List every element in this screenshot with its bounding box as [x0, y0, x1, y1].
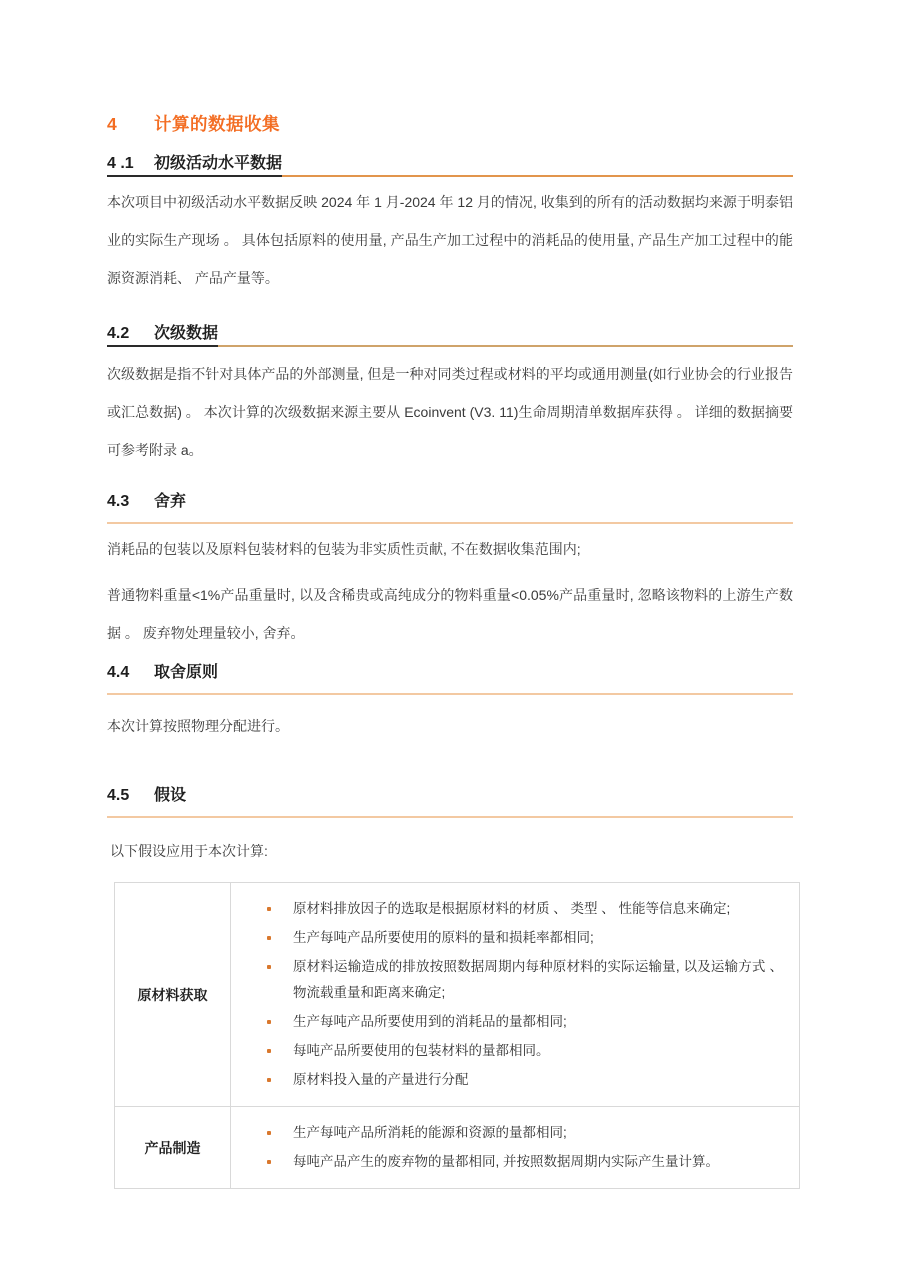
bullet-list: [231, 896, 783, 1093]
section-title: 假设: [154, 787, 187, 804]
section-number: 4.4: [107, 664, 130, 681]
item-text: 生产每吨产品所消耗的能源和资源的量都相同;: [293, 1125, 567, 1140]
list-item: [231, 954, 783, 1006]
chapter-number: 4: [107, 114, 118, 134]
list-item: [231, 1038, 783, 1064]
section-heading-4-3: [107, 491, 793, 524]
section-heading-4-2: [107, 323, 793, 347]
bullet-dot-icon: [267, 1078, 271, 1082]
bullet-dot-icon: [267, 1131, 271, 1135]
paragraph: 本次项目中初级活动水平数据反映 2024 年 1 月-2024 年 12 月的情况, 收集到的所有的活动数据均来源于明泰铝业的实际生产现场 。 具体包括原料的使用量, 产品生产加工过程中的消耗品的使用量, 产品生产加工过程中的能源资源消耗、 产品产量等。: [107, 194, 793, 286]
bullet-dot-icon: [267, 1049, 271, 1053]
paragraph: 次级数据是指不针对具体产品的外部测量, 但是一种对同类过程或材料的平均或通用测量(如行业协会的行业报告或汇总数据) 。 本次计算的次级数据来源主要从 Ecoinvent (V3. 11)生命周期清单数据库获得 。 详细的数据摘要可参考附录 a。: [107, 366, 793, 458]
section-title: 次级数据: [154, 325, 219, 342]
item-text: 原材料排放因子的选取是根据原材料的材质 、 类型 、 性能等信息来确定;: [293, 901, 731, 916]
bullet-dot-icon: [267, 1160, 271, 1164]
paragraph: 以下假设应用于本次计算:: [110, 843, 268, 859]
section-heading-4-1: [107, 153, 793, 177]
bullet-list: [231, 1120, 783, 1175]
bullet-dot-icon: [267, 907, 271, 911]
section-number: 4.3: [107, 493, 130, 510]
bullet-dot-icon: [267, 1020, 271, 1024]
item-text: 每吨产品所要使用的包装材料的量都相同。: [293, 1043, 550, 1058]
section-title: 取舍原则: [154, 664, 219, 681]
item-text: 生产每吨产品所要使用的原料的量和损耗率都相同;: [293, 930, 594, 945]
section-heading-4-5: [107, 785, 793, 818]
row-label-cell: 原材料获取: [115, 883, 231, 1107]
section-heading-text: [107, 153, 282, 177]
chapter-title: 计算的数据收集: [154, 114, 280, 134]
bullet-dot-icon: [267, 936, 271, 940]
section-heading-4-4: [107, 662, 793, 695]
list-item: [231, 896, 783, 922]
section-title: 舍弃: [154, 493, 187, 510]
assumptions-table: [114, 882, 800, 1189]
list-item: [231, 1120, 783, 1146]
row-label-cell: 产品制造: [115, 1107, 231, 1189]
section-heading-text: [107, 323, 218, 347]
item-text: 原材料投入量的产量进行分配: [293, 1072, 469, 1087]
item-text: 原材料运输造成的排放按照数据周期内每种原材料的实际运输量, 以及运输方式 、 物流载重量和距离来确定;: [293, 959, 783, 1000]
row-content-cell: [231, 1107, 800, 1189]
item-text: 生产每吨产品所要使用到的消耗品的量都相同;: [293, 1014, 567, 1029]
item-text: 每吨产品产生的废弃物的量都相同, 并按照数据周期内实际产生量计算。: [293, 1154, 720, 1169]
list-item: [231, 1149, 783, 1175]
bullet-dot-icon: [267, 965, 271, 969]
section-number: 4.5: [107, 787, 130, 804]
section-title: 初级活动水平数据: [154, 155, 283, 172]
paragraph: 消耗品的包装以及原料包装材料的包装为非实质性贡献, 不在数据收集范围内;: [107, 541, 581, 557]
list-item: [231, 1067, 783, 1093]
list-item: [231, 1009, 783, 1035]
table-row: [115, 1107, 800, 1189]
paragraph: 本次计算按照物理分配进行。: [107, 718, 289, 734]
paragraph: 普通物料重量<1%产品重量时, 以及含稀贵或高纯成分的物料重量<0.05%产品重量时, 忽略该物料的上游生产数据 。 废弃物处理量较小, 舍弃。: [107, 587, 793, 641]
chapter-heading: [107, 112, 793, 136]
list-item: [231, 925, 783, 951]
section-number: 4.2: [107, 325, 130, 342]
row-content-cell: [231, 883, 800, 1107]
table-row: [115, 883, 800, 1107]
section-number: 4 .1: [107, 155, 134, 172]
